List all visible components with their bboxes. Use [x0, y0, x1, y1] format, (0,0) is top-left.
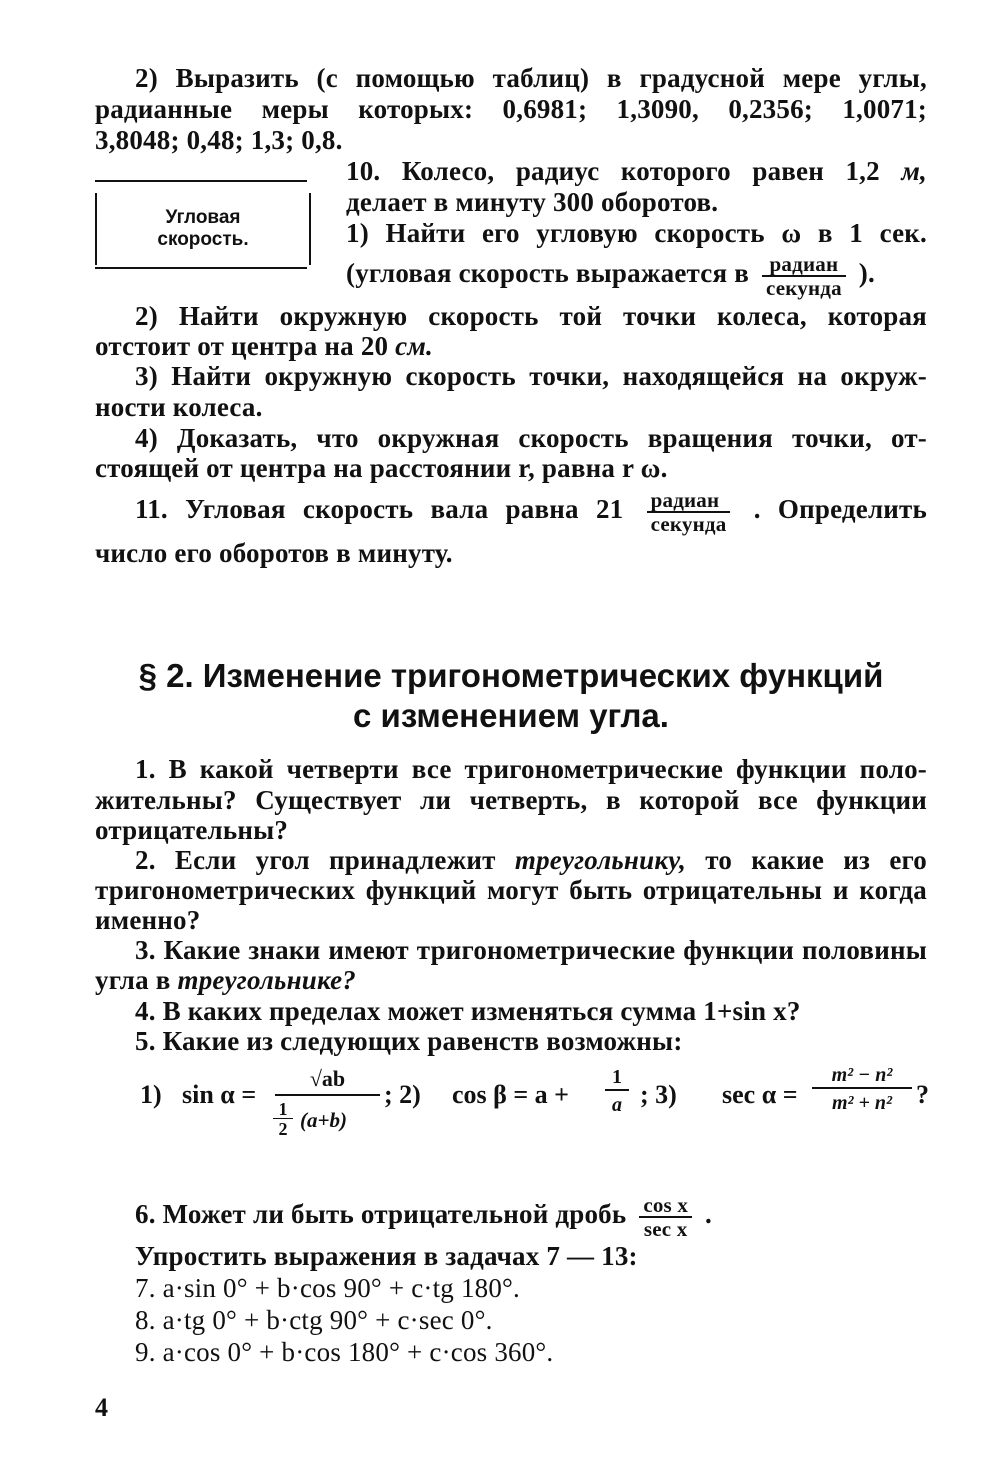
problem-10-line-1: [346, 155, 927, 187]
formula-a-plus-b: (a+b): [300, 1108, 347, 1132]
unit-note-close: ).: [858, 258, 875, 288]
question-1-line-1: 1. В какой четверти все тригонометрические функции поло-: [135, 754, 927, 784]
emphasis-triangle-2: треугольнике?: [177, 965, 356, 995]
problem-10-line-2: делает в минуту 300 оборотов.: [346, 187, 719, 217]
question-6-end: .: [705, 1199, 712, 1229]
problem-10-line-7: 3) Найти окружную скорость точки, находящейся на окруж-: [135, 361, 927, 391]
question-6-text: 6. Может ли быть отрицательной дробь: [135, 1199, 627, 1229]
question-4: 4. В каких пределах может изменяться сумма 1+sin x?: [135, 996, 801, 1026]
section-heading-line-2: с изменением угла.: [353, 697, 669, 734]
problem-10-text: 10. Колесо, радиус которого равен 1,2: [346, 156, 880, 186]
problem-10-line-8: ности колеса.: [95, 392, 263, 422]
question-5: 5. Какие из следующих равенств возможны:: [135, 1026, 683, 1056]
problem-10-line-10: стоящей от центра на расстоянии r, равна r ω.: [95, 453, 668, 483]
problem-9-line-3: 3,8048; 0,48; 1,3; 0,8.: [95, 125, 343, 155]
page-number: 4: [95, 1393, 108, 1422]
question-9: 9. a·cos 0° + b·cos 180° + c·cos 360°.: [135, 1337, 554, 1367]
simplify-instruction: Упростить выражения в задачах 7 — 13:: [135, 1241, 638, 1271]
question-3-line-2: [95, 964, 927, 996]
sidebox-top-rule: [95, 180, 307, 182]
problem-11-text-end: . Определить: [753, 494, 927, 524]
problem-11-text: 11. Угловая скорость вала равна 21: [135, 494, 624, 524]
rad-per-sec-fraction: [762, 253, 846, 299]
unit-meter: м,: [901, 156, 927, 186]
formula-sec: sec α =: [722, 1080, 798, 1109]
formula-mn-num: m² − n²: [812, 1064, 912, 1089]
distance-text: отстоит от центра на 20: [95, 331, 389, 361]
problem-10-line-4: [346, 251, 927, 299]
emphasis-triangle: треугольнику,: [514, 845, 687, 875]
sidebox-line-2: скорость.: [157, 229, 249, 250]
cos-over-sec-fraction: [639, 1194, 692, 1240]
formula-label-1: 1): [140, 1080, 162, 1109]
problem-10-line-5: 2) Найти окружную скорость той точки колеса, которая: [135, 301, 927, 331]
question-3-line-1: 3. Какие знаки имеют тригонометрические функции половины: [135, 935, 927, 965]
problem-10-line-6: [95, 330, 927, 362]
formula-half-num: 1: [273, 1100, 293, 1119]
formula-half-den: 2: [278, 1119, 288, 1139]
formula-row: [140, 1062, 940, 1152]
sidebox-line-1: Угловая: [165, 207, 241, 228]
fraction-denominator: sec x: [639, 1216, 692, 1240]
rad-per-sec-fraction-2: [647, 489, 731, 535]
unit-cm: см.: [395, 331, 434, 361]
problem-9-line-1: 2) Выразить (с помощью таблиц) в градусной мере углы,: [135, 63, 927, 93]
section-heading-line-1: § 2. Изменение тригонометрических функций: [138, 657, 884, 694]
fraction-numerator: cos x: [643, 1192, 689, 1217]
formula-sin: sin α =: [182, 1080, 257, 1109]
sidebox-bottom-rule: [95, 267, 307, 269]
formula-label-3: ; 3): [640, 1080, 677, 1109]
question-7: 7. a·sin 0° + b·cos 90° + c·tg 180°.: [135, 1273, 520, 1303]
formula-sqrt-ab: √ab: [275, 1066, 380, 1096]
formula-cos: cos β = a +: [452, 1080, 569, 1109]
angular-speed-margin-box: [95, 193, 311, 265]
problem-10-line-3: 1) Найти его угловую скорость ω в 1 сек.: [346, 218, 927, 248]
question-2-line-2: тригонометрических функций могут быть отрицательны и когда: [95, 875, 927, 905]
formula-label-2: ; 2): [384, 1080, 421, 1109]
problem-11-line-1: [135, 487, 927, 535]
problem-11-line-2: число его оборотов в минуту.: [95, 538, 453, 568]
fraction-numerator: радиан: [650, 487, 720, 512]
formula-a: a: [612, 1094, 622, 1116]
unit-note-text: (угловая скорость выражается в: [346, 258, 750, 288]
question-2-text: 2. Если угол принадлежит: [135, 845, 496, 875]
question-2-text-end: то какие из его: [705, 845, 928, 875]
fraction-denominator: секунда: [647, 511, 731, 535]
fraction-denominator: секунда: [762, 275, 846, 299]
problem-10-line-9: 4) Доказать, что окружная скорость вращения точки, от-: [135, 423, 927, 453]
question-2-line-3: именно?: [95, 905, 201, 935]
question-1-line-3: отрицательны?: [95, 815, 289, 845]
formula-question-mark: ?: [916, 1080, 929, 1109]
question-1-line-2: жительны? Существует ли четверть, в которой все функции: [95, 785, 927, 815]
question-3-text: угла в: [95, 965, 171, 995]
question-6: [135, 1192, 927, 1240]
question-8: 8. a·tg 0° + b·ctg 90° + c·sec 0°.: [135, 1305, 493, 1335]
formula-one: 1: [605, 1066, 629, 1091]
formula-mn-den: m² + n²: [831, 1092, 893, 1114]
question-2-line-1: [135, 844, 927, 876]
problem-9-line-2: радианные меры которых: 0,6981; 1,3090, 0,2356; 1,0071;: [95, 94, 927, 124]
fraction-numerator: радиан: [769, 251, 839, 276]
